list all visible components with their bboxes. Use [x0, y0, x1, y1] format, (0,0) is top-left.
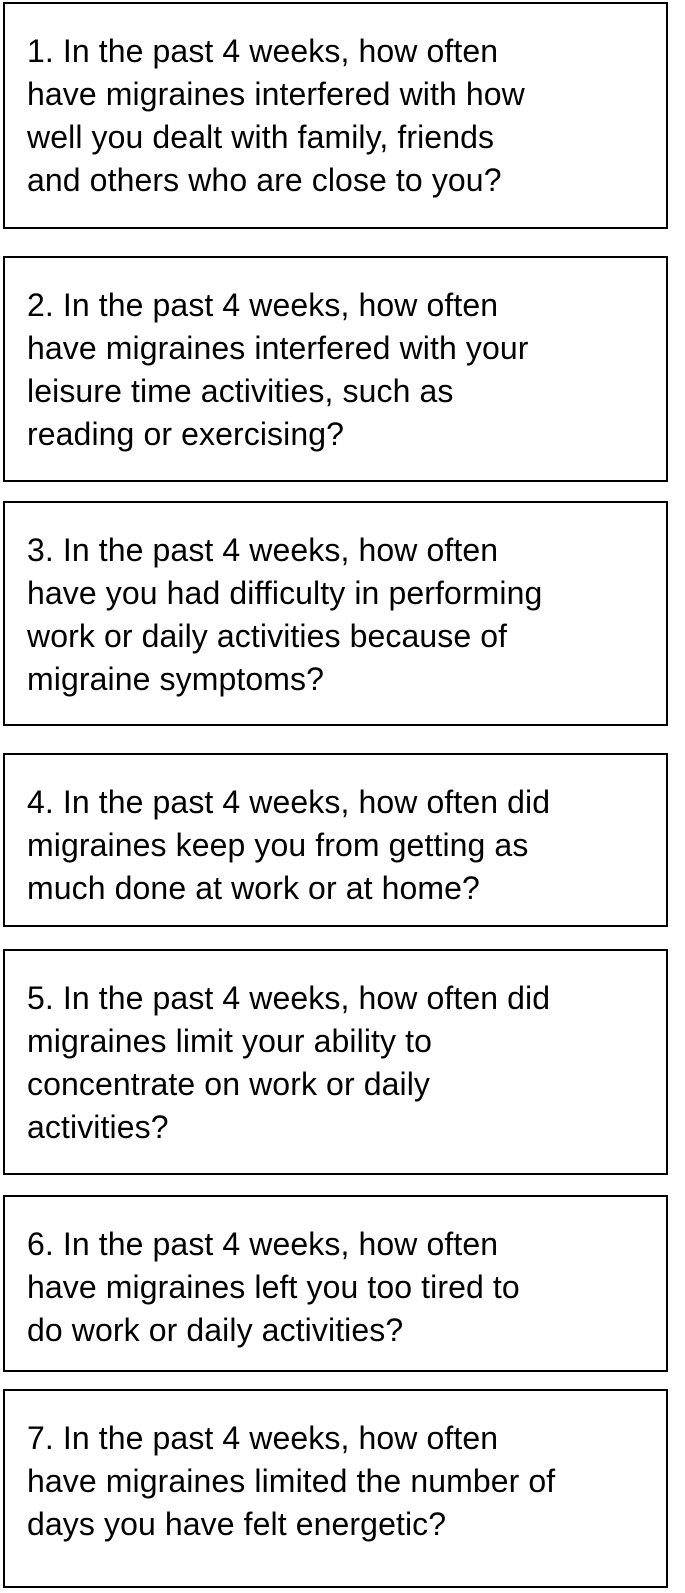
question-text-1: 1. In the past 4 weeks, how often have migraines interfered with how well you dealt with family, friends and others who are close to you? — [27, 33, 525, 198]
question-text-2: 2. In the past 4 weeks, how often have migraines interfered with your leisure time activities, such as reading or exercising? — [27, 287, 529, 452]
question-text-3: 3. In the past 4 weeks, how often have you had difficulty in performing work or daily activities because of migraine symptoms? — [27, 532, 543, 697]
question-box-7 — [3, 1389, 668, 1588]
question-box-6 — [3, 1195, 668, 1372]
question-box-1 — [3, 2, 668, 229]
question-box-5 — [3, 949, 668, 1175]
question-text-7: 7. In the past 4 weeks, how often have migraines limited the number of days you have felt energetic? — [27, 1420, 556, 1542]
question-text-5: 5. In the past 4 weeks, how often did migraines limit your ability to concentrate on work or daily activities? — [27, 980, 551, 1145]
question-box-3 — [3, 501, 668, 726]
question-text-6: 6. In the past 4 weeks, how often have migraines left you too tired to do work or daily activities? — [27, 1226, 520, 1348]
question-box-4 — [3, 753, 668, 927]
question-text-4: 4. In the past 4 weeks, how often did migraines keep you from getting as much done at work or at home? — [27, 784, 551, 906]
question-box-2 — [3, 256, 668, 482]
